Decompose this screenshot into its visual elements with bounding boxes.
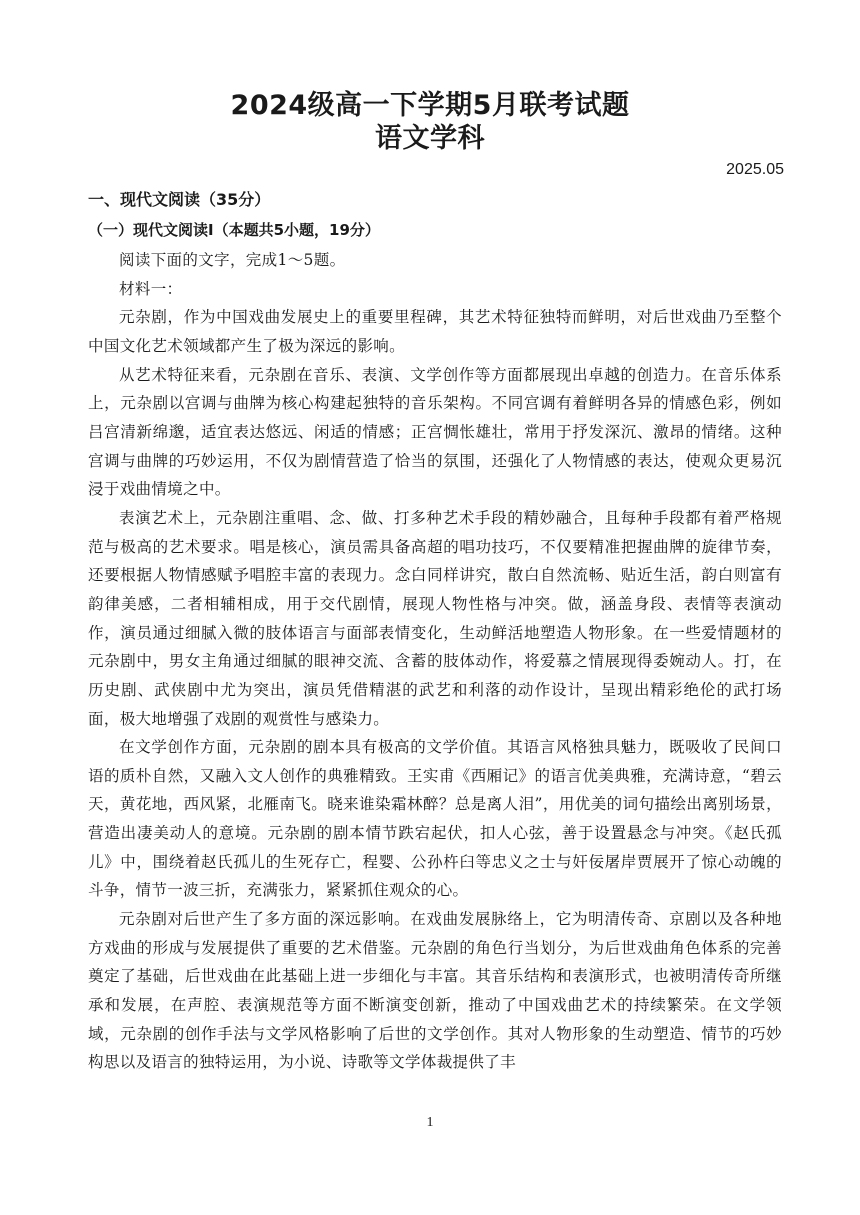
subsection-heading: （一）现代文阅读Ⅰ（本题共5小题，19分） bbox=[88, 221, 380, 239]
passage-paragraph: 元杂剧，作为中国戏曲发展史上的重要里程碑，其艺术特征独特而鲜明，对后世戏曲乃至整个中国文化艺术领域都产生了极为深远的影响。 bbox=[88, 308, 782, 355]
passage-paragraph: 元杂剧对后世产生了多方面的深远影响。在戏曲发展脉络上，它为明清传奇、京剧以及各种地方戏曲的形成与发展提供了重要的艺术借鉴。元杂剧的角色行当划分，为后世戏曲角色体系的完善奠定了基础，后世戏曲在此基础上进一步细化与丰富。其音乐结构和表演形式，也被明清传奇所继承和发展，在声腔、表演规范等方面不断演变创新，推动了中国戏曲艺术的持续繁荣。在文学领域，元杂剧的创作手法与文学风格影响了后世的文学创作。其对人物形象的生动塑造、情节的巧妙构思以及语言的独特运用，为小说、诗歌等文学体裁提供了丰 bbox=[88, 910, 782, 1072]
reading-passage bbox=[88, 246, 782, 1077]
instruction-paragraph: 阅读下面的文字，完成1～5题。 bbox=[119, 251, 346, 269]
passage-paragraph: 从艺术特征来看，元杂剧在音乐、表演、文学创作等方面都展现出卓越的创造力。在音乐体系上，元杂剧以宫调与曲牌为核心构建起独特的音乐架构。不同宫调有着鲜明各异的情感色彩，例如吕宫清新绵邈，适宜表达悠远、闲适的情感；正宫惆怅雄壮，常用于抒发深沉、激昂的情绪。这种宫调与曲牌的巧妙运用，不仅为剧情营造了恰当的氛围，还强化了人物情感的表达，使观众更易沉浸于戏曲情境之中。 bbox=[88, 365, 782, 499]
page-number: 1 bbox=[426, 1115, 434, 1130]
exam-subject: 语文学科 bbox=[375, 123, 485, 154]
passage-paragraph: 在文学创作方面，元杂剧的剧本具有极高的文学价值。其语言风格独具魅力，既吸收了民间口语的质朴自然，又融入文人创作的典雅精致。王实甫《西厢记》的语言优美典雅，充满诗意，“碧云天，黄花地，西风紧，北雁南飞。晓来谁染霜林醉？总是离人泪”，用优美的词句描绘出离别场景，营造出凄美动人的意境。元杂剧的剧本情节跌宕起伏，扣人心弦，善于设置悬念与冲突。《赵氏孤儿》中，围绕着赵氏孤儿的生死存亡，程婴、公孙杵臼等忠义之士与奸佞屠岸贾展开了惊心动魄的斗争，情节一波三折，充满张力，紧紧抓住观众的心。 bbox=[88, 738, 782, 900]
exam-title: 2024级高一下学期5月联考试题 bbox=[230, 90, 630, 121]
section-heading: 一、现代文阅读（35分） bbox=[88, 190, 271, 209]
material-label: 材料一： bbox=[119, 279, 183, 298]
passage-paragraph: 表演艺术上，元杂剧注重唱、念、做、打多种艺术手段的精妙融合，且每种手段都有着严格规范与极高的艺术要求。唱是核心，演员需具备高超的唱功技巧，不仅要精准把握曲牌的旋律节奏，还要根据人物情感赋予唱腔丰富的表现力。念白同样讲究，散白自然流畅、贴近生活，韵白则富有韵律美感，二者相辅相成，用于交代剧情，展现人物性格与冲突。做，涵盖身段、表情等表演动作，演员通过细腻入微的肢体语言与面部表情变化，生动鲜活地塑造人物形象。在一些爱情题材的元杂剧中，男女主角通过细腻的眼神交流、含蓄的肢体动作，将爱慕之情展现得委婉动人。打，在历史剧、武侠剧中尤为突出，演员凭借精湛的武艺和利落的动作设计，呈现出精彩绝伦的武打场面，极大地增强了戏剧的观赏性与感染力。 bbox=[88, 508, 782, 728]
exam-date: 2025.05 bbox=[726, 161, 784, 178]
